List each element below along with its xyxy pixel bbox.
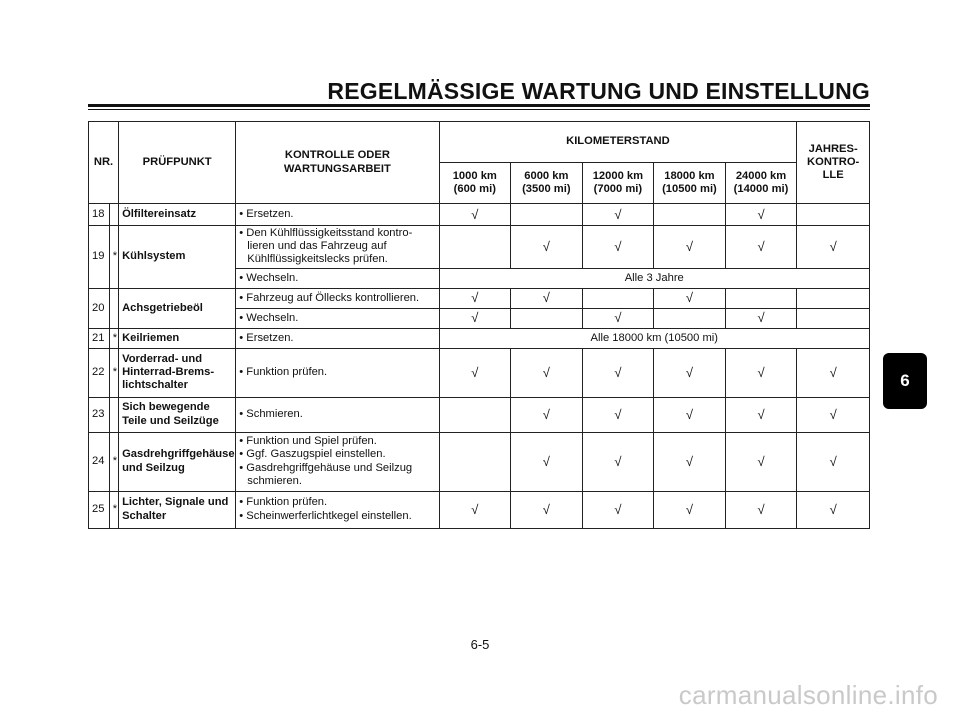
empty-cell: [439, 226, 511, 269]
check-mark: √: [439, 308, 511, 328]
header-km-24000: 24000 km (14000 mi): [725, 163, 797, 204]
table-row: [89, 288, 870, 308]
empty-cell: [797, 308, 870, 328]
check-mark: √: [582, 397, 654, 432]
action-line: • Funktion und Spiel prüfen.: [239, 435, 377, 448]
check-mark: √: [725, 348, 797, 397]
check-mark: √: [725, 226, 797, 269]
action-line: • Scheinwerferlichtkegel einstellen.: [239, 509, 412, 522]
check-mark: √: [511, 491, 583, 528]
check-mark: √: [582, 491, 654, 528]
row-item: Lichter, Signale und Schalter: [119, 491, 236, 528]
row-action: • Ersetzen.: [236, 328, 439, 348]
header-km-12000: 12000 km (7000 mi): [582, 163, 654, 204]
check-mark: √: [654, 432, 726, 491]
check-mark: √: [582, 204, 654, 226]
check-mark: √: [797, 348, 870, 397]
check-mark: √: [725, 204, 797, 226]
row-action: • Wechseln.: [236, 268, 439, 288]
page-number: 6-5: [470, 637, 490, 652]
header-km-1000: 1000 km (600 mi): [439, 163, 511, 204]
empty-cell: [654, 204, 726, 226]
check-mark: √: [439, 204, 511, 226]
check-mark: √: [797, 226, 870, 269]
row-nr: 24: [89, 432, 110, 491]
row-action: [236, 491, 439, 528]
header-km-group: KILOMETERSTAND: [439, 122, 797, 163]
empty-cell: [511, 308, 583, 328]
action-line: • Funktion prüfen.: [239, 496, 328, 509]
header-annual: JAHRES-KONTRO-LLE: [797, 122, 870, 204]
row-item: Sich bewegende Teile und Seilzüge: [119, 397, 236, 432]
page-title: REGELMÄSSIGE WARTUNG UND EINSTELLUNG: [327, 78, 870, 104]
title-rule-thick: [88, 104, 870, 107]
row-nr: 25: [89, 491, 110, 528]
header-km-6000: 6000 km (3500 mi): [511, 163, 583, 204]
check-mark: √: [511, 397, 583, 432]
row-star: [109, 204, 118, 226]
check-mark: √: [511, 226, 583, 269]
header-action: KONTROLLE ODER WARTUNGSARBEIT: [236, 122, 439, 204]
row-nr: 23: [89, 397, 110, 432]
row-action: • Wechseln.: [236, 308, 439, 328]
row-star: *: [109, 226, 118, 289]
empty-cell: [654, 308, 726, 328]
check-mark: √: [797, 491, 870, 528]
empty-cell: [439, 397, 511, 432]
check-mark: √: [511, 348, 583, 397]
check-mark: √: [582, 348, 654, 397]
check-mark: √: [797, 397, 870, 432]
check-mark: √: [654, 491, 726, 528]
table-row: [89, 432, 870, 491]
empty-cell: [511, 204, 583, 226]
row-nr: 18: [89, 204, 110, 226]
check-mark: √: [797, 432, 870, 491]
table-row: [89, 328, 870, 348]
table-row: [89, 226, 870, 269]
row-item: Vorderrad- und Hinterrad-Brems-lichtschalter: [119, 348, 236, 397]
check-mark: √: [654, 397, 726, 432]
check-mark: √: [725, 432, 797, 491]
row-star: *: [109, 328, 118, 348]
header-km-18000: 18000 km (10500 mi): [654, 163, 726, 204]
check-mark: √: [511, 288, 583, 308]
interval-note: Alle 3 Jahre: [439, 268, 869, 288]
row-action: [236, 226, 439, 269]
row-star: *: [109, 348, 118, 397]
row-action: [236, 432, 439, 491]
table-row: [89, 348, 870, 397]
row-nr: 20: [89, 288, 110, 328]
empty-cell: [582, 288, 654, 308]
row-nr: 19: [89, 226, 110, 289]
check-mark: √: [582, 432, 654, 491]
chapter-tab: 6: [883, 353, 927, 409]
watermark: carmanualsonline.info: [678, 680, 938, 710]
title-rule-thin: [88, 109, 870, 110]
row-star: [109, 397, 118, 432]
row-star: [109, 288, 118, 328]
row-star: *: [109, 491, 118, 528]
empty-cell: [725, 288, 797, 308]
check-mark: √: [511, 432, 583, 491]
row-item: Achsgetriebeöl: [119, 288, 236, 328]
check-mark: √: [439, 491, 511, 528]
header-nr: NR.: [89, 122, 119, 204]
row-nr: 21: [89, 328, 110, 348]
empty-cell: [797, 288, 870, 308]
check-mark: √: [654, 348, 726, 397]
check-mark: √: [654, 226, 726, 269]
row-action: • Fahrzeug auf Öllecks kontrollieren.: [236, 288, 439, 308]
check-mark: √: [582, 308, 654, 328]
table-row: [89, 397, 870, 432]
action-line: • Ggf. Gaszugspiel einstellen.: [239, 448, 386, 461]
row-nr: 22: [89, 348, 110, 397]
table-row: [89, 204, 870, 226]
row-action: • Funktion prüfen.: [236, 348, 439, 397]
check-mark: √: [654, 288, 726, 308]
check-mark: √: [439, 288, 511, 308]
row-item: Ölfiltereinsatz: [119, 204, 236, 226]
interval-note: Alle 18000 km (10500 mi): [439, 328, 869, 348]
row-item: Keilriemen: [119, 328, 236, 348]
maintenance-table: [88, 121, 870, 529]
row-action: • Ersetzen.: [236, 204, 439, 226]
row-item: Kühlsystem: [119, 226, 236, 289]
row-star: *: [109, 432, 118, 491]
row-action: • Schmieren.: [236, 397, 439, 432]
empty-cell: [797, 204, 870, 226]
empty-cell: [439, 432, 511, 491]
check-mark: √: [582, 226, 654, 269]
check-mark: √: [439, 348, 511, 397]
row-item: Gasdrehgriffgehäuse und Seilzug: [119, 432, 236, 491]
action-line: • Den Kühlflüssigkeitsstand kontro-lieren und das Fahrzeug auf Kühlflüssigkeitslecks prüfen.: [239, 227, 413, 266]
check-mark: √: [725, 308, 797, 328]
header-row: [89, 122, 870, 163]
check-mark: √: [725, 397, 797, 432]
header-item: PRÜFPUNKT: [119, 122, 236, 204]
table-row: [89, 491, 870, 528]
action-line: • Gasdrehgriffgehäuse und Seilzug schmieren.: [239, 461, 413, 487]
check-mark: √: [725, 491, 797, 528]
